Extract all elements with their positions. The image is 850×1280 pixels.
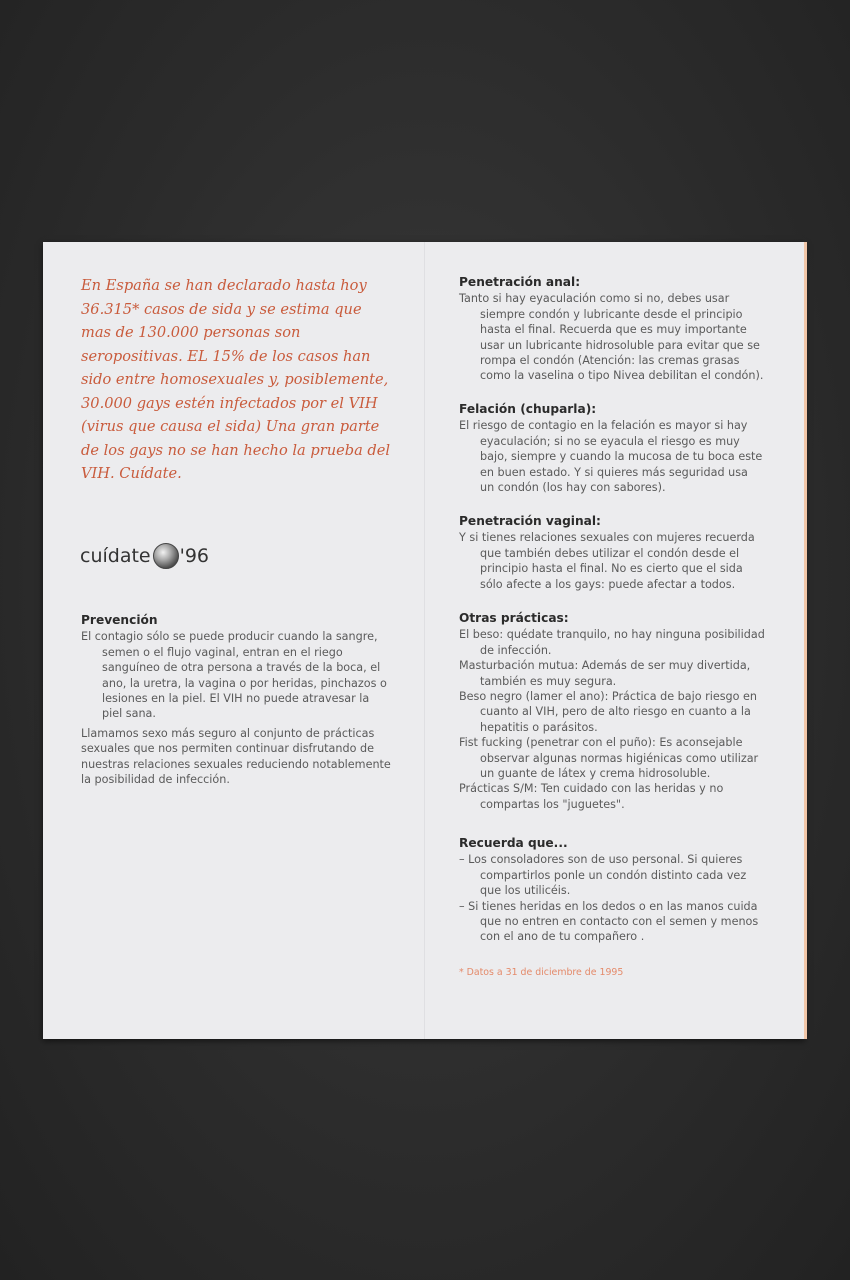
list-item: Masturbación mutua: Además de ser muy divertida, también es muy segura. bbox=[459, 659, 751, 688]
paragraph: El contagio sólo se puede producir cuando la sangre, semen o el flujo vaginal, entran en el riego sanguíneo de otra persona a través de la boca, el ano, la uretra, la vagina o por heridas, pinchazos o lesiones en la piel. El VIH no puede atravesar la piel sana. bbox=[81, 630, 387, 721]
condom-ball-icon bbox=[153, 543, 179, 569]
section-felacion bbox=[459, 402, 765, 495]
section-title: Felación (chuparla): bbox=[459, 402, 597, 416]
logo-year: '96 bbox=[179, 545, 210, 567]
page-edge bbox=[804, 242, 807, 1039]
paragraph: El riesgo de contagio en la felación es mayor si hay eyaculación; si no se eyacula el riesgo es muy bajo, siempre y cuando la mucosa de tu boca este en buen estado. Y si quieres más seguridad usa un condón (los hay con sabores). bbox=[459, 419, 763, 495]
section-recuerda bbox=[459, 836, 765, 945]
list-item: Prácticas S/M: Ten cuidado con las heridas y no compartas los "juguetes". bbox=[459, 782, 724, 811]
section-title: Penetración vaginal: bbox=[459, 514, 601, 528]
footnote: * Datos a 31 de diciembre de 1995 bbox=[459, 967, 624, 978]
intro-text: En España se han declarado hasta hoy 36.315* casos de sida y se estima que mas de 130.000 personas son seropositivas. EL 15% de los casos han sido entre homosexuales y, posiblemente, 30.000 gays estén infectados por el VIH (virus que causa el sida) Una gran parte de los gays no se han hecho la prueba del VIH. Cuídate. bbox=[81, 277, 391, 482]
section-title: Recuerda que... bbox=[459, 836, 568, 850]
section-sexo-seguro bbox=[81, 726, 391, 788]
paragraph: Tanto si hay eyaculación como si no, debes usar siempre condón y lubricante desde el principio hasta el final. Recuerda que es muy importante usar un lubricante hidrosoluble para evitar que se rompa el condón (Atención: las cremas grasas como la vaselina o tipo Nivea debilitan el condón). bbox=[459, 292, 764, 383]
list-item: Beso negro (lamer el ano): Práctica de bajo riesgo en cuanto al VIH, pero de alto riesgo en cuanto a la hepatitis o parásitos. bbox=[459, 690, 758, 734]
section-title: Otras prácticas: bbox=[459, 611, 569, 625]
list-item: – Los consoladores son de uso personal. Si quieres compartirlos ponle un condón distinto cada vez que los utilicéis. bbox=[459, 853, 747, 898]
list-item: – Si tienes heridas en los dedos o en las manos cuida que no entren en contacto con el semen y menos con el ano de tu compañero . bbox=[459, 899, 759, 944]
section-otras-practicas bbox=[459, 611, 765, 812]
brochure-sheet bbox=[43, 242, 805, 1039]
list-item: El beso: quédate tranquilo, no hay ninguna posibilidad de infección. bbox=[459, 628, 765, 657]
center-fold bbox=[424, 242, 426, 1039]
logo-word: cuídate bbox=[80, 545, 151, 567]
paragraph: Y si tienes relaciones sexuales con mujeres recuerda que también debes utilizar el condón desde el principio hasta el final. No es cierto que el sida sólo afecte a los gays: puede afectar a todos. bbox=[459, 531, 755, 591]
section-prevencion bbox=[81, 613, 391, 722]
list-item: Fist fucking (penetrar con el puño): Es aconsejable observar algunas normas higiénicas como utilizar un guante de látex y crema hidrosoluble. bbox=[459, 736, 759, 781]
section-penetracion-anal bbox=[459, 275, 765, 384]
section-title: Prevención bbox=[81, 613, 158, 627]
section-penetracion-vaginal bbox=[459, 514, 765, 592]
cuidate-logo bbox=[80, 539, 209, 573]
paragraph: Llamamos sexo más seguro al conjunto de prácticas sexuales que nos permiten continuar disfrutando de nuestras relaciones sexuales reduciendo notablemente la posibilidad de infección. bbox=[81, 727, 391, 787]
section-title: Penetración anal: bbox=[459, 275, 581, 289]
